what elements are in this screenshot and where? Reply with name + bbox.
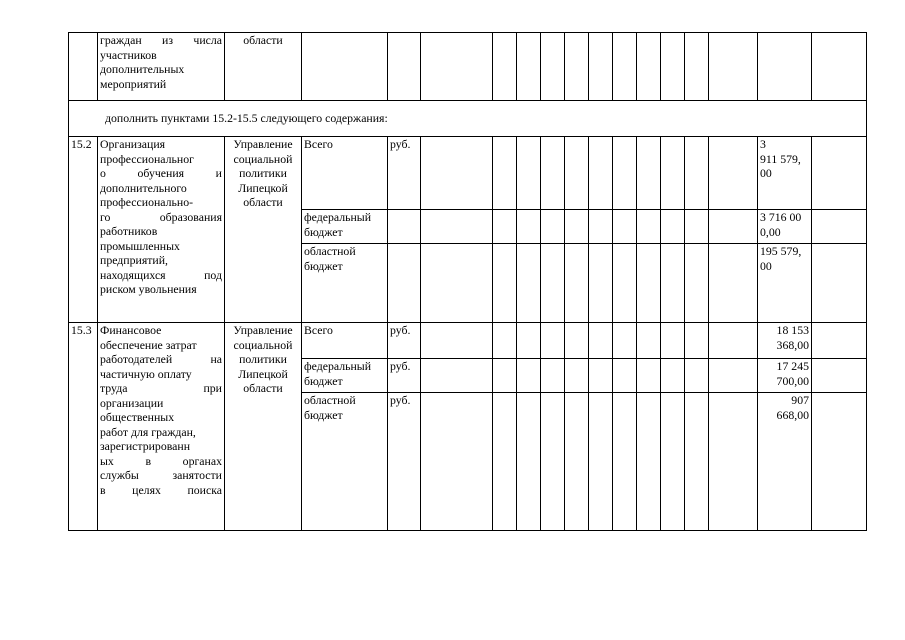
cell-executor (225, 33, 302, 101)
total-amount-line: 0,00 (760, 224, 781, 239)
measure-name-line: дополнительных (100, 62, 185, 76)
cell-empty (685, 244, 709, 323)
cell-empty (812, 33, 867, 101)
executor-line: политики (239, 166, 287, 180)
executor (225, 137, 302, 323)
program-table (68, 32, 867, 531)
cell-empty (812, 393, 867, 531)
funding-source-line: федеральный (304, 210, 372, 224)
cell-empty (421, 137, 493, 210)
banner-row (69, 101, 867, 137)
cell-empty (661, 137, 685, 210)
unit: руб. (388, 137, 421, 210)
cell-empty (565, 244, 589, 323)
measure-name-line: работников (100, 224, 158, 238)
cell-empty (421, 33, 493, 101)
total-amount (758, 244, 812, 323)
measure-name-line: дополнительного (100, 180, 187, 195)
cell-empty (637, 244, 661, 323)
funding-source-line: бюджет (304, 373, 343, 388)
cell-empty (565, 323, 589, 359)
cell-unit (388, 33, 421, 101)
executor (225, 323, 302, 531)
cell-empty (685, 210, 709, 244)
cell-empty (565, 137, 589, 210)
cell-empty (661, 210, 685, 244)
cell-empty (661, 359, 685, 393)
cell-empty (493, 393, 517, 531)
row-number: 15.2 (69, 137, 98, 323)
cell-empty (493, 244, 517, 323)
funding-source (302, 210, 388, 244)
cell-empty (421, 359, 493, 393)
cell-empty (589, 244, 613, 323)
cell-empty (812, 210, 867, 244)
measure-name-line: службы занятости (100, 468, 222, 482)
cell-empty (685, 393, 709, 531)
cell-empty (637, 137, 661, 210)
cell-empty (565, 359, 589, 393)
measure-name-line: профессиональног (100, 151, 194, 166)
cell-empty (541, 323, 565, 359)
executor-line: области (243, 381, 283, 395)
cell-empty (661, 244, 685, 323)
measure-name-line: Финансовое (100, 323, 162, 337)
cell-empty (613, 244, 637, 323)
cell-measure-name (98, 33, 225, 101)
unit: руб. (388, 359, 421, 393)
cell-empty (637, 323, 661, 359)
total-amount-line: 3 716 00 (760, 210, 802, 224)
funding-source (302, 359, 388, 393)
cell-total (758, 33, 812, 101)
measure-name-line: риском увольнения (100, 282, 197, 296)
cell-empty (709, 359, 758, 393)
measure-name-line: частичную оплату (100, 366, 192, 381)
cell-empty (661, 33, 685, 101)
measure-name-line: организации (100, 395, 164, 410)
cell-empty (637, 393, 661, 531)
funding-source (302, 244, 388, 323)
cell-empty (589, 323, 613, 359)
executor-line: социальной (233, 151, 293, 166)
cell-empty (661, 393, 685, 531)
measure-name-line: предприятий, (100, 253, 168, 267)
executor-line: Управление (233, 137, 293, 151)
unit (388, 244, 421, 323)
funding-source-line: Всего (304, 137, 333, 151)
cell-source (302, 33, 388, 101)
cell-empty (421, 323, 493, 359)
cell-empty (685, 323, 709, 359)
cell-empty (661, 323, 685, 359)
funding-source (302, 393, 388, 531)
cell-empty (637, 359, 661, 393)
cell-empty (517, 359, 541, 393)
cell-empty (493, 210, 517, 244)
measure-name-line: зарегистрированн (100, 439, 191, 453)
executor-line: области (243, 195, 283, 209)
cell-empty (613, 359, 637, 393)
cell-empty (812, 359, 867, 393)
measure-name (98, 137, 225, 323)
executor-line: области (243, 33, 283, 47)
cell-empty (421, 244, 493, 323)
funding-source-line: Всего (304, 323, 333, 337)
banner-text: дополнить пунктами 15.2-15.5 следующего содержания: (69, 101, 867, 137)
executor-line: политики (239, 352, 287, 366)
funding-source (302, 137, 388, 210)
cell-empty (709, 323, 758, 359)
total-amount (758, 137, 812, 210)
funding-source-line: бюджет (304, 224, 343, 239)
cell-empty (637, 210, 661, 244)
cell-empty (613, 323, 637, 359)
cell-empty (812, 137, 867, 210)
table-row (69, 137, 867, 210)
cell-empty (493, 359, 517, 393)
measure-name-line: в целях поиска (100, 482, 222, 497)
total-amount-line: 700,00 (776, 373, 809, 388)
funding-source (302, 323, 388, 359)
cell-empty (589, 33, 613, 101)
cell-empty (613, 210, 637, 244)
cell-empty (517, 33, 541, 101)
funding-source-line: областной (304, 244, 356, 258)
total-amount-line: 17 245 (776, 359, 809, 373)
cell-number (69, 33, 98, 101)
unit (388, 210, 421, 244)
cell-empty (709, 137, 758, 210)
cell-empty (541, 137, 565, 210)
measure-name-line: общественных (100, 410, 175, 424)
cell-empty (685, 359, 709, 393)
measure-name-line: ых в органах (100, 453, 222, 468)
funding-source-line: федеральный (304, 359, 372, 373)
measure-name (98, 323, 225, 531)
total-amount (758, 210, 812, 244)
total-amount-line: 00 (760, 166, 772, 180)
cell-empty (541, 244, 565, 323)
cell-empty (421, 210, 493, 244)
measure-name-line: участников (100, 47, 157, 62)
total-amount-line: 18 153 (776, 323, 809, 337)
cell-empty (493, 137, 517, 210)
cell-empty (565, 393, 589, 531)
cell-empty (541, 33, 565, 101)
cell-empty (613, 393, 637, 531)
cell-empty (541, 393, 565, 531)
cell-empty (812, 244, 867, 323)
total-amount-line: 907 (791, 393, 809, 407)
cell-empty (493, 33, 517, 101)
funding-source-line: областной (304, 393, 356, 407)
total-amount (758, 359, 812, 393)
cell-empty (517, 210, 541, 244)
executor-line: социальной (233, 337, 293, 352)
measure-name-line: граждан из числа (100, 33, 222, 47)
cell-empty (589, 359, 613, 393)
cell-empty (709, 244, 758, 323)
cell-empty (589, 210, 613, 244)
total-amount-line: 195 579, (760, 244, 802, 258)
cell-empty (541, 210, 565, 244)
measure-name-line: работ для граждан, (100, 424, 196, 439)
cell-empty (517, 137, 541, 210)
cell-empty (517, 244, 541, 323)
total-amount (758, 393, 812, 531)
measure-name-line: о обучения и (100, 166, 222, 180)
measure-name-line: Организация (100, 137, 166, 151)
executor-line: Липецкой (238, 180, 288, 195)
cell-empty (589, 137, 613, 210)
cell-empty (637, 33, 661, 101)
cell-empty (685, 33, 709, 101)
total-amount-line: 668,00 (776, 407, 809, 422)
measure-name-line: профессионально- (100, 195, 194, 209)
continuation-row (69, 33, 867, 101)
cell-empty (685, 137, 709, 210)
row-number: 15.3 (69, 323, 98, 531)
measure-name-line: промышленных (100, 238, 180, 253)
unit: руб. (388, 323, 421, 359)
cell-empty (517, 393, 541, 531)
cell-empty (709, 210, 758, 244)
cell-empty (493, 323, 517, 359)
cell-empty (517, 323, 541, 359)
measure-name-line: работодателей на (100, 352, 222, 366)
cell-empty (565, 210, 589, 244)
funding-source-line: бюджет (304, 407, 343, 422)
measure-name-line: обеспечение затрат (100, 337, 197, 352)
table-row (69, 323, 867, 359)
unit: руб. (388, 393, 421, 531)
cell-empty (565, 33, 589, 101)
total-amount-line: 3 (760, 137, 766, 151)
total-amount-line: 368,00 (776, 337, 809, 352)
executor-line: Управление (233, 323, 293, 337)
measure-name-line: труда при (100, 381, 222, 395)
total-amount-line: 911 579, (760, 151, 801, 166)
measure-name-line: го образования (100, 209, 222, 224)
cell-empty (709, 33, 758, 101)
cell-empty (812, 323, 867, 359)
cell-empty (589, 393, 613, 531)
cell-empty (421, 393, 493, 531)
cell-empty (541, 359, 565, 393)
measure-name-line: мероприятий (100, 76, 167, 91)
funding-source-line: бюджет (304, 258, 343, 273)
measure-name-line: находящихся под (100, 267, 222, 282)
cell-empty (709, 393, 758, 531)
executor-line: Липецкой (238, 366, 288, 381)
cell-empty (613, 137, 637, 210)
cell-empty (613, 33, 637, 101)
total-amount (758, 323, 812, 359)
total-amount-line: 00 (760, 258, 772, 273)
